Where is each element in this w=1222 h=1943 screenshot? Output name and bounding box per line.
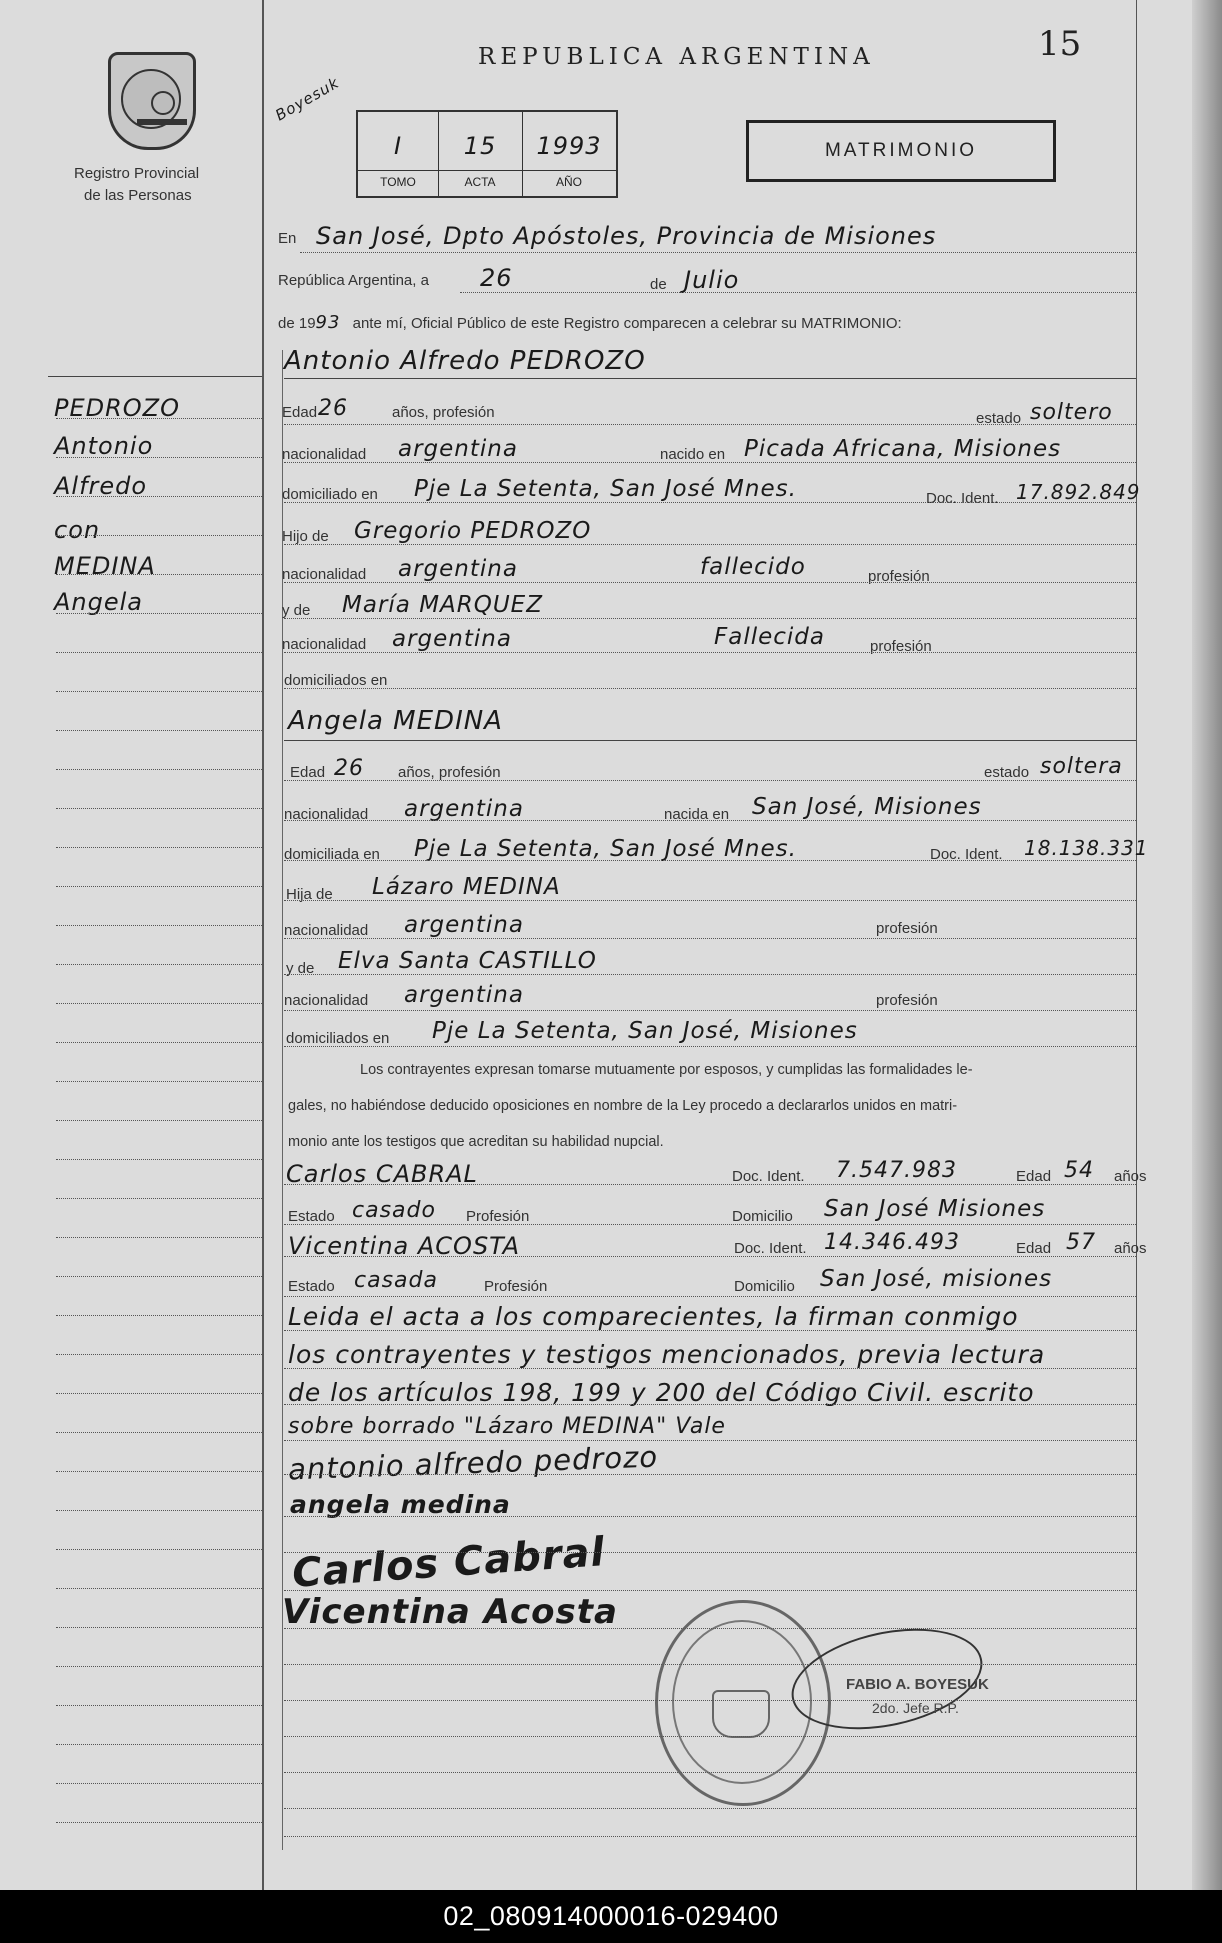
year-line — [278, 312, 902, 333]
body-dotline — [284, 938, 1136, 939]
handwritten-note: Boyesuk — [272, 73, 343, 125]
label: Edad — [290, 764, 326, 781]
label: y de — [282, 602, 311, 619]
label: años — [1114, 1240, 1147, 1257]
label: nacionalidad — [282, 446, 367, 463]
groom-signature: antonio alfredo pedrozo — [287, 1439, 659, 1487]
margin-dotline — [56, 847, 262, 848]
margin-name: Angela — [54, 588, 144, 616]
groom-address: Pje La Setenta, San José Mnes. — [414, 476, 797, 502]
margin-top-rule — [48, 376, 262, 377]
margin-dotline — [56, 691, 262, 692]
label: domiciliados en — [286, 1030, 390, 1047]
bride-address: Pje La Setenta, San José Mnes. — [414, 836, 797, 862]
groom-nationality: argentina — [398, 436, 518, 462]
official-name: FABIO A. BOYESUK — [846, 1676, 989, 1693]
body-dotline — [284, 544, 1136, 545]
body-dotline — [284, 1736, 1136, 1737]
body-dotline — [284, 1404, 1136, 1405]
margin-name: MEDINA — [54, 552, 156, 580]
witness2-address: San José, misiones — [820, 1266, 1053, 1292]
witness1-status: casado — [352, 1198, 436, 1223]
margin-name: Alfredo — [54, 472, 148, 500]
groom-doc: 17.892.849 — [1016, 480, 1141, 504]
body-dotline — [284, 1772, 1136, 1773]
header-title: REPUBLICA ARGENTINA — [478, 44, 875, 70]
margin-name: con — [54, 516, 101, 544]
dotline — [300, 252, 1136, 253]
margin-dotline — [56, 1627, 262, 1628]
margin-dotline — [56, 418, 262, 419]
body-dotline — [284, 1440, 1136, 1441]
label: domiciliados en — [284, 672, 388, 689]
marriage-month: Julio — [684, 266, 740, 294]
marriage-day: 26 — [480, 264, 513, 292]
marriage-place: San José, Dpto Apóstoles, Provincia de Misiones — [316, 222, 937, 250]
witness2-status: casada — [354, 1268, 438, 1293]
body-dotline — [284, 502, 1136, 503]
label: años — [1114, 1168, 1147, 1185]
closing-text: sobre borrado "Lázaro MEDINA" Vale — [288, 1414, 726, 1439]
label: Domicilio — [732, 1208, 793, 1225]
label: nacionalidad — [284, 806, 369, 823]
margin-name: PEDROZO — [54, 394, 181, 422]
groom-father-nationality: argentina — [398, 556, 518, 582]
label: Edad — [282, 404, 318, 421]
margin-dotline — [56, 1198, 262, 1199]
groom-mother-nationality: argentina — [392, 626, 512, 652]
tomo-label: TOMO — [358, 170, 438, 189]
declaration-text: monio ante los testigos que acreditan su habilidad nupcial. — [288, 1134, 664, 1150]
label: Doc. Ident. — [930, 846, 1003, 863]
margin-divider — [262, 0, 264, 1890]
body-dotline — [284, 462, 1136, 463]
margin-dotline — [56, 1081, 262, 1082]
witness1-name: Carlos CABRAL — [286, 1160, 478, 1188]
bride-marital-status: soltera — [1040, 754, 1123, 779]
label: domiciliada en — [284, 846, 380, 863]
body-dotline — [284, 1590, 1136, 1591]
label: nacionalidad — [282, 636, 367, 653]
label: estado — [976, 410, 1022, 427]
body-dotline — [284, 1256, 1136, 1257]
bride-name: Angela MEDINA — [288, 706, 503, 736]
official-title: 2do. Jefe R.P. — [872, 1700, 959, 1716]
body-dotline — [284, 1628, 1136, 1629]
groom-name: Antonio Alfredo PEDROZO — [284, 346, 646, 376]
label: estado — [984, 764, 1030, 781]
closing-text: Leida el acta a los comparecientes, la firman conmigo — [288, 1302, 1019, 1331]
groom-birthplace: Picada Africana, Misiones — [744, 436, 1062, 462]
body-dotline — [284, 820, 1136, 821]
body-dotline — [284, 688, 1136, 689]
margin-dotline — [56, 1042, 262, 1043]
label: Domicilio — [734, 1278, 795, 1295]
body-dotline — [284, 780, 1136, 781]
margin-dotline — [56, 1354, 262, 1355]
body-dotline — [284, 1700, 1136, 1701]
stamp-emblem-icon — [712, 1690, 770, 1738]
body-dotline — [284, 1664, 1136, 1665]
body-dotline — [284, 1516, 1136, 1517]
groom-mother: María MARQUEZ — [342, 592, 543, 618]
margin-dotline — [56, 1588, 262, 1589]
acta-label: ACTA — [438, 170, 522, 189]
witness1-signature: Carlos Cabral — [290, 1529, 607, 1597]
closing-text: los contrayentes y testigos mencionados, previa lectura — [288, 1340, 1046, 1369]
margin-dotline — [56, 1744, 262, 1745]
bride-mother: Elva Santa CASTILLO — [338, 948, 597, 974]
acta-box — [356, 110, 618, 198]
republica-label: República Argentina, a — [278, 272, 429, 289]
margin-dotline — [56, 1705, 262, 1706]
bride-mother-nationality: argentina — [404, 982, 524, 1008]
margin-dotline — [56, 1822, 262, 1823]
label: nacionalidad — [284, 992, 369, 1009]
label: Hija de — [286, 886, 333, 903]
body-dotline — [284, 618, 1136, 619]
margin-dotline — [56, 1471, 262, 1472]
provincial-emblem — [108, 52, 196, 150]
registry-name-2: de las Personas — [84, 187, 192, 204]
body-dotline — [284, 860, 1136, 861]
label: nacionalidad — [282, 566, 367, 583]
label: Edad — [1016, 1240, 1052, 1257]
rule — [284, 378, 1136, 379]
margin-dotline — [56, 1237, 262, 1238]
anio-value: 1993 — [536, 132, 602, 160]
margin-dotline — [56, 1315, 262, 1316]
label: Doc. Ident. — [734, 1240, 807, 1257]
label: Estado — [288, 1278, 335, 1295]
body-dotline — [284, 974, 1136, 975]
margin-dotline — [56, 1510, 262, 1511]
groom-mother-status: Fallecida — [714, 624, 825, 650]
bride-parents-address: Pje La Setenta, San José, Misiones — [432, 1018, 858, 1044]
margin-dotline — [56, 886, 262, 887]
body-dotline — [284, 1296, 1136, 1297]
body-dotline — [284, 1474, 1136, 1475]
declaration-text: Los contrayentes expresan tomarse mutuamente por esposos, y cumplidas las formalidades le- — [360, 1062, 973, 1078]
body-dotline — [284, 652, 1136, 653]
label: Profesión — [466, 1208, 530, 1225]
witness1-doc: 7.547.983 — [836, 1158, 957, 1183]
margin-dotline — [56, 1783, 262, 1784]
groom-age: 26 — [318, 396, 348, 421]
label: nacido en — [660, 446, 726, 463]
margin-dotline — [56, 1393, 262, 1394]
declaration-text: gales, no habiéndose deducido oposiciones en nombre de la Ley procedo a declararlos unidos en matri- — [288, 1098, 958, 1114]
margin-name: Antonio — [54, 432, 154, 460]
body-dotline — [284, 1010, 1136, 1011]
margin-dotline — [56, 1003, 262, 1004]
document-type-box: MATRIMONIO — [746, 120, 1056, 182]
witness2-signature: Vicentina Acosta — [282, 1592, 618, 1632]
tomo-value: I — [393, 132, 403, 160]
anio-label: AÑO — [522, 170, 616, 189]
label: nacida en — [664, 806, 730, 823]
witness2-age: 57 — [1066, 1230, 1096, 1255]
label: Estado — [288, 1208, 335, 1225]
year-suffix: 93 — [315, 312, 341, 333]
footer-code: 02_080914000016-029400 — [0, 1890, 1222, 1943]
witness1-age: 54 — [1064, 1158, 1094, 1183]
body-dotline — [284, 582, 1136, 583]
body-dotline — [284, 1836, 1136, 1837]
margin-dotline — [56, 1159, 262, 1160]
label: domiciliado en — [282, 486, 378, 503]
acta-value: 15 — [463, 132, 497, 160]
margin-dotline — [56, 1276, 262, 1277]
label: Doc. Ident. — [926, 490, 999, 507]
margin-dotline — [56, 730, 262, 731]
label: profesión — [876, 992, 938, 1009]
margin-dotline — [56, 925, 262, 926]
groom-father: Gregorio PEDROZO — [354, 518, 592, 544]
margin-dotline — [56, 769, 262, 770]
label: profesión — [870, 638, 932, 655]
margin-dotline — [56, 964, 262, 965]
witness2-name: Vicentina ACOSTA — [288, 1232, 521, 1260]
body-dotline — [284, 1368, 1136, 1369]
margin-dotline — [56, 652, 262, 653]
body-dotline — [284, 1552, 1136, 1553]
margin-dotline — [56, 613, 262, 614]
label: y de — [286, 960, 315, 977]
intro-text: ante mí, Oficial Público de este Registro comparecen a celebrar su MATRIMONIO: — [352, 315, 902, 332]
groom-father-status: fallecido — [700, 554, 806, 580]
rule — [284, 740, 1136, 741]
page-number: 15 — [1038, 24, 1082, 64]
dotline — [460, 292, 1136, 293]
bride-birthplace: San José, Misiones — [752, 794, 982, 820]
margin-dotline — [56, 1432, 262, 1433]
label: años, profesión — [392, 404, 495, 421]
label: Edad — [1016, 1168, 1052, 1185]
right-border — [1136, 0, 1137, 1890]
witness1-address: San José Misiones — [824, 1196, 1046, 1222]
body-dotline — [284, 1184, 1136, 1185]
margin-dotline — [56, 1120, 262, 1121]
bride-doc: 18.138.331 — [1024, 836, 1149, 860]
year-prefix: de 19 — [278, 315, 316, 332]
bride-father-nationality: argentina — [404, 912, 524, 938]
margin-dotline — [56, 1666, 262, 1667]
bride-signature: angela medina — [290, 1490, 511, 1519]
de-label: de — [650, 276, 667, 293]
en-label: En — [278, 230, 297, 247]
label: profesión — [868, 568, 930, 585]
body-dotline — [284, 1224, 1136, 1225]
page-edge — [1192, 0, 1222, 1890]
margin-dotline — [56, 496, 262, 497]
label: años, profesión — [398, 764, 501, 781]
margin-dotline — [56, 808, 262, 809]
body-dotline — [284, 1046, 1136, 1047]
label: nacionalidad — [284, 922, 369, 939]
label: Profesión — [484, 1278, 548, 1295]
label: profesión — [876, 920, 938, 937]
body-dotline — [284, 1808, 1136, 1809]
closing-text: de los artículos 198, 199 y 200 del Código Civil. escrito — [288, 1378, 1035, 1407]
body-dotline — [284, 1330, 1136, 1331]
bride-father: Lázaro MEDINA — [372, 874, 561, 900]
margin-dotline — [56, 535, 262, 536]
registry-name: Registro Provincial — [74, 165, 200, 182]
label: Hijo de — [282, 528, 329, 545]
bride-nationality: argentina — [404, 796, 524, 822]
witness2-doc: 14.346.493 — [824, 1230, 960, 1255]
body-dotline — [284, 424, 1136, 425]
body-dotline — [284, 900, 1136, 901]
bride-age: 26 — [334, 756, 364, 781]
margin-dotline — [56, 457, 262, 458]
margin-dotline — [56, 574, 262, 575]
groom-marital-status: soltero — [1030, 400, 1113, 425]
label: Doc. Ident. — [732, 1168, 805, 1185]
margin-dotline — [56, 1549, 262, 1550]
